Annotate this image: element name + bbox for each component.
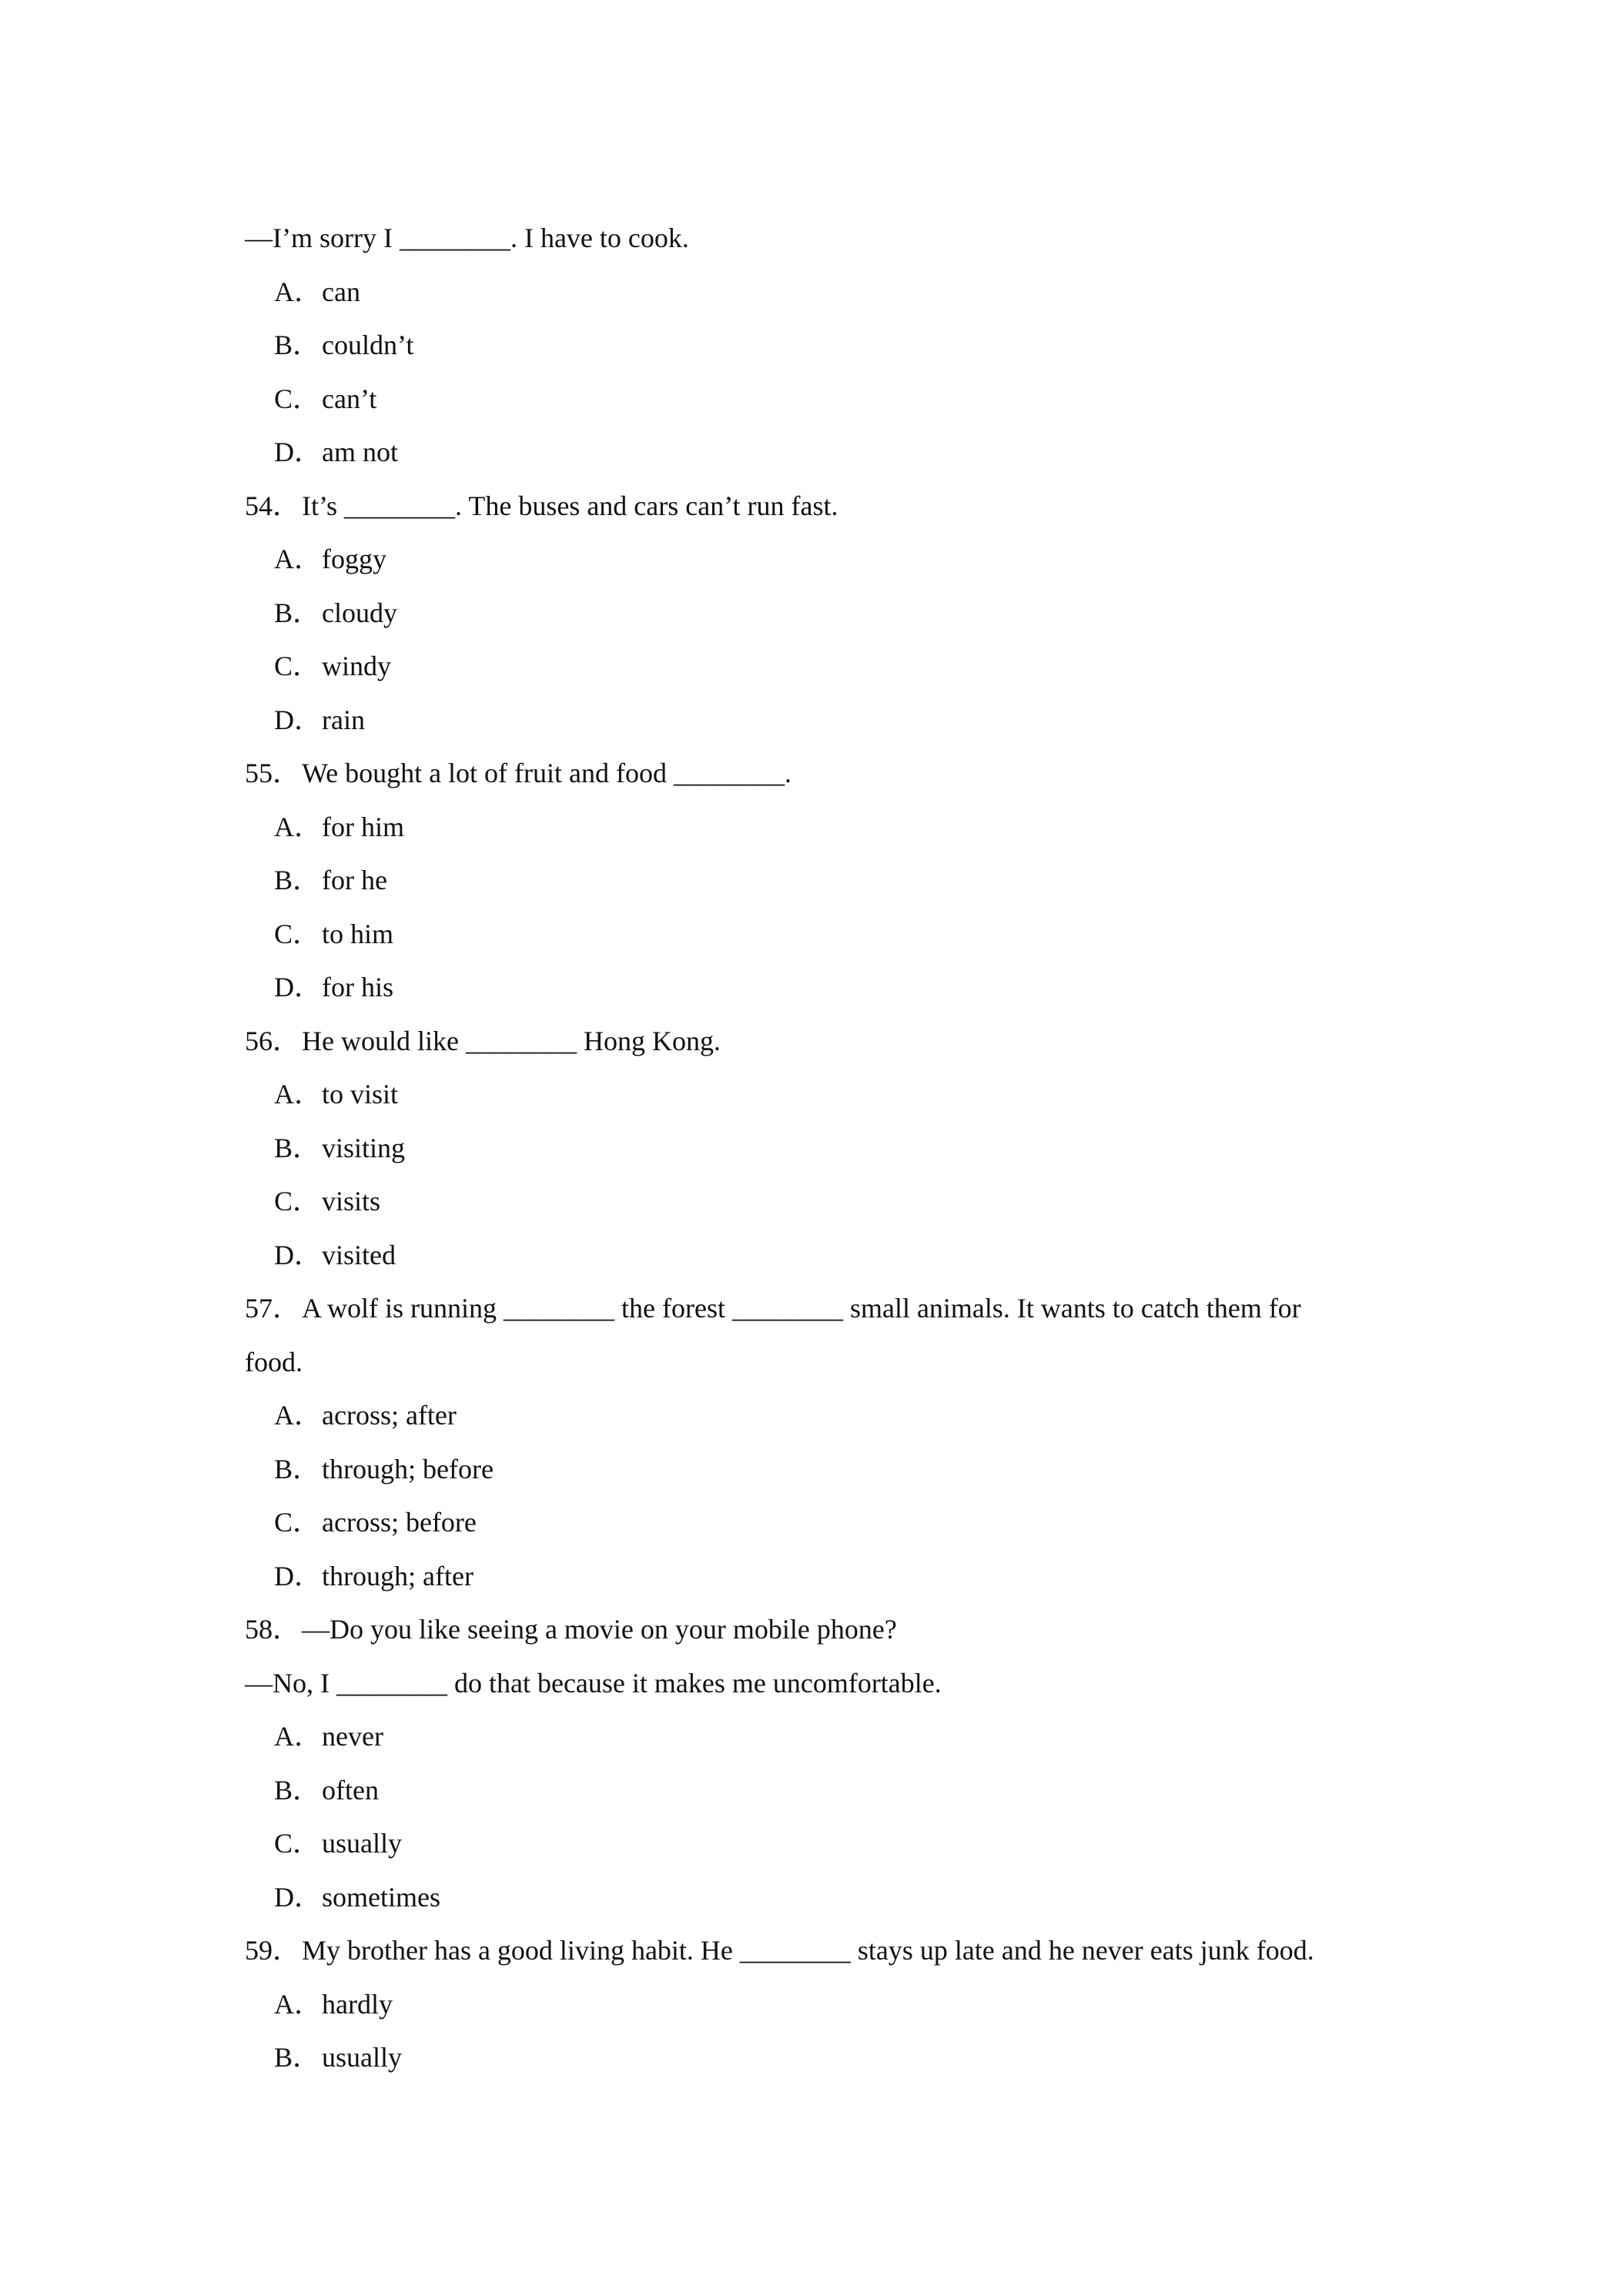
option-text: to him xyxy=(322,918,394,949)
option-a xyxy=(245,1068,1384,1122)
option-letter: A． xyxy=(274,1721,322,1752)
option-letter: C． xyxy=(274,1507,321,1538)
dialogue-line xyxy=(245,212,1384,266)
option-text: visits xyxy=(322,1186,381,1217)
option-letter: C． xyxy=(274,383,321,414)
line-text: —No, I ________ do that because it makes me uncomfortable. xyxy=(245,1667,942,1699)
option-text: foggy xyxy=(322,544,387,574)
option-text: hardly xyxy=(322,1988,393,2020)
question-text: A wolf is running ________ the forest ________ small animals. It wants to catch them for xyxy=(302,1293,1301,1324)
option-c xyxy=(245,1496,1384,1550)
option-text: often xyxy=(322,1774,379,1806)
option-letter: B． xyxy=(274,597,321,628)
option-d xyxy=(245,426,1384,480)
question-58 xyxy=(245,1603,1384,1657)
option-a xyxy=(245,1978,1384,2032)
option-c xyxy=(245,640,1384,694)
option-text: visiting xyxy=(322,1132,406,1163)
option-b xyxy=(245,319,1384,373)
option-d xyxy=(245,1550,1384,1604)
option-text: to visit xyxy=(322,1079,399,1110)
option-letter: B． xyxy=(274,1132,321,1163)
option-text: couldn’t xyxy=(322,330,414,360)
question-number: 59． xyxy=(245,1935,301,1966)
question-text: My brother has a good living habit. He ________ stays up late and he never eats junk food. xyxy=(302,1935,1314,1966)
option-b xyxy=(245,854,1384,908)
exam-content xyxy=(245,212,1384,2085)
option-letter: D． xyxy=(274,1239,322,1270)
question-56 xyxy=(245,1015,1384,1069)
option-text: never xyxy=(322,1721,383,1752)
option-letter: D． xyxy=(274,1881,322,1913)
option-letter: A． xyxy=(274,1079,322,1110)
option-text: rain xyxy=(322,704,365,735)
option-d xyxy=(245,694,1384,748)
option-text: can xyxy=(322,276,360,307)
option-letter: A． xyxy=(274,1400,322,1431)
option-letter: C． xyxy=(274,1828,321,1859)
option-c xyxy=(245,373,1384,427)
option-b xyxy=(245,1764,1384,1818)
option-b xyxy=(245,2031,1384,2085)
option-text: for he xyxy=(322,865,387,895)
option-letter: B． xyxy=(274,1453,321,1484)
option-letter: D． xyxy=(274,972,322,1002)
question-number: 58． xyxy=(245,1614,301,1645)
option-text: usually xyxy=(322,1828,402,1859)
option-c xyxy=(245,908,1384,962)
question-number: 54． xyxy=(245,490,301,521)
option-d xyxy=(245,1871,1384,1925)
option-text: across; after xyxy=(322,1400,457,1431)
question-55 xyxy=(245,747,1384,801)
question-59 xyxy=(245,1924,1384,1978)
option-letter: A． xyxy=(274,276,322,307)
option-letter: D． xyxy=(274,437,322,467)
option-letter: C． xyxy=(274,918,321,949)
option-text: cloudy xyxy=(322,597,397,628)
question-57 xyxy=(245,1282,1384,1336)
option-a xyxy=(245,1389,1384,1443)
option-d xyxy=(245,961,1384,1015)
line-text: food. xyxy=(245,1346,303,1377)
option-text: can’t xyxy=(322,383,377,414)
option-b xyxy=(245,587,1384,641)
option-text: through; before xyxy=(322,1453,494,1484)
question-number: 55． xyxy=(245,758,301,788)
option-letter: B． xyxy=(274,330,321,360)
option-a xyxy=(245,533,1384,587)
option-c xyxy=(245,1817,1384,1871)
option-letter: D． xyxy=(274,1560,322,1591)
option-b xyxy=(245,1122,1384,1176)
option-letter: A． xyxy=(274,811,322,842)
option-a xyxy=(245,266,1384,320)
option-c xyxy=(245,1175,1384,1229)
option-letter: A． xyxy=(274,544,322,574)
option-a xyxy=(245,801,1384,855)
option-letter: C． xyxy=(274,651,321,681)
question-57-continuation xyxy=(245,1336,1384,1390)
option-text: windy xyxy=(322,651,391,681)
option-d xyxy=(245,1229,1384,1283)
option-text: sometimes xyxy=(322,1881,440,1913)
option-text: for his xyxy=(322,972,393,1002)
option-text: across; before xyxy=(322,1507,477,1538)
option-text: visited xyxy=(322,1239,396,1270)
question-text: We bought a lot of fruit and food ________. xyxy=(302,758,791,788)
option-b xyxy=(245,1443,1384,1497)
option-letter: D． xyxy=(274,704,322,735)
option-text: through; after xyxy=(322,1560,474,1591)
option-letter: A． xyxy=(274,1988,322,2020)
question-text: It’s ________. The buses and cars can’t run fast. xyxy=(302,490,838,521)
option-text: usually xyxy=(322,2042,402,2073)
option-text: for him xyxy=(322,811,404,842)
question-text: He would like ________ Hong Kong. xyxy=(302,1025,721,1056)
question-number: 56． xyxy=(245,1025,301,1056)
question-54 xyxy=(245,480,1384,534)
question-number: 57． xyxy=(245,1293,301,1324)
dialogue-line xyxy=(245,1657,1384,1711)
option-letter: B． xyxy=(274,2042,321,2073)
option-text: am not xyxy=(322,437,398,467)
option-letter: B． xyxy=(274,865,321,895)
line-text: —I’m sorry I ________. I have to cook. xyxy=(245,223,689,253)
question-text: —Do you like seeing a movie on your mobile phone? xyxy=(302,1614,897,1645)
option-letter: B． xyxy=(274,1774,321,1806)
option-a xyxy=(245,1710,1384,1764)
option-letter: C． xyxy=(274,1186,321,1217)
